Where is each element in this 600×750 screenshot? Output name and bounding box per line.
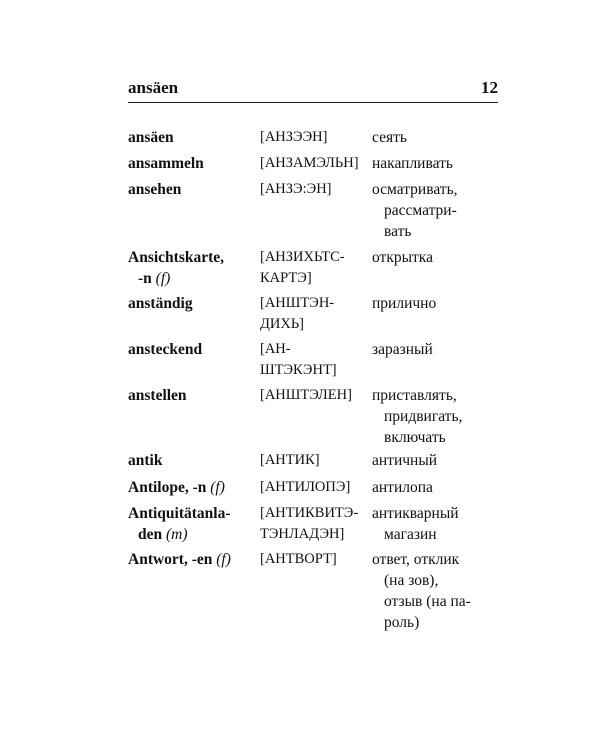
- entry-pronunciation: [АНЗЭЭН]: [260, 129, 328, 145]
- entry-translation: антилопа: [372, 479, 433, 496]
- entry-pronunciation: [АНЗЭ:ЭН]: [260, 181, 332, 197]
- entry-word: ansteckend: [128, 341, 203, 358]
- entry-translation: античный: [372, 452, 438, 469]
- entry-translation: заразный: [372, 341, 433, 358]
- entry-pronunciation: [АНЗИХЬТС- КАРТЭ]: [260, 249, 345, 286]
- entry-pronunciation: [АНТВОРТ]: [260, 551, 337, 567]
- entry-translation: накапливать: [372, 155, 453, 172]
- entry-pronunciation: [АН- ШТЭКЭНТ]: [260, 341, 337, 378]
- entry-translation: осматривать, рассматри- вать: [372, 181, 458, 240]
- entry-pronunciation: [АНЗАМЭЛЬН]: [260, 155, 359, 171]
- running-header: [128, 76, 498, 103]
- entry-translation: антикварный магазин: [372, 505, 459, 543]
- page-number: 12: [481, 78, 498, 97]
- entry-gender: (f): [216, 551, 231, 568]
- entry-translation: сеять: [372, 129, 407, 146]
- entry-translation: открытка: [372, 249, 433, 266]
- entry-word: antik: [128, 452, 163, 469]
- entry-word: Antwort, -en (f): [128, 551, 231, 568]
- entry-word: Antilope, -n (f): [128, 479, 225, 496]
- header-headword: ansäen: [128, 78, 179, 97]
- entry-word: Antiquitätanla- den (m): [128, 505, 231, 543]
- entry-pronunciation: [АНШТЭН- ДИХЬ]: [260, 295, 335, 332]
- entry-translation: прилично: [372, 295, 437, 312]
- entry-gender: (f): [155, 270, 171, 287]
- entry-word: ansammeln: [128, 155, 204, 172]
- entry-pronunciation: [АНТИЛОПЭ]: [260, 479, 351, 495]
- entry-word: anstellen: [128, 387, 187, 404]
- entry-pronunciation: [АНТИКВИТЭ- ТЭНЛАДЭН]: [260, 505, 359, 542]
- entry-gender: (f): [210, 479, 225, 496]
- entry-word: Ansichtskarte, -n (f): [128, 249, 225, 287]
- entry-gender: (m): [166, 526, 188, 543]
- entry-word: ansehen: [128, 181, 182, 198]
- entry-translation: ответ, отклик (на зов), отзыв (на па- роль): [372, 551, 471, 631]
- entry-word: anständig: [128, 295, 193, 312]
- entry-pronunciation: [АНТИК]: [260, 452, 320, 468]
- entry-translation: приставлять, придвигать, включать: [372, 387, 463, 446]
- entry-pronunciation: [АНШТЭЛЕН]: [260, 387, 352, 403]
- entry-word: ansäen: [128, 129, 174, 146]
